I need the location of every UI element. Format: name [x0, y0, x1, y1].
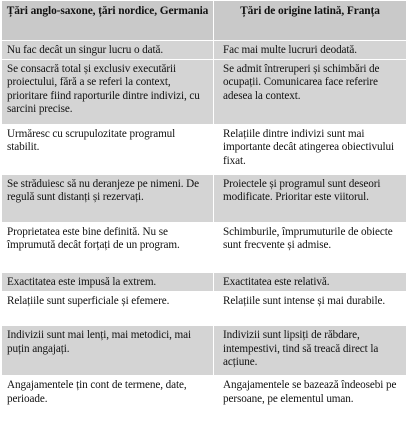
table-row: [2, 292, 407, 326]
cell-latin: Proiectele și programul sunt deseori modificate. Prioritar este viitorul.: [214, 175, 407, 223]
cell-anglo-saxon: Exactitatea este impusă la extrem.: [2, 273, 214, 292]
table-row: [2, 41, 407, 60]
table-row: [2, 326, 407, 376]
cell-latin: Angajamentele se bazează îndeosebi pe persoane, pe elementul uman.: [214, 376, 407, 431]
comparison-table: [1, 0, 407, 431]
cell-anglo-saxon: Indivizii sunt mai lenți, mai metodici, mai puțin angajați.: [2, 326, 214, 376]
cell-anglo-saxon: Proprietatea este bine definită. Nu se împrumută decât forțați de un program.: [2, 223, 214, 273]
cell-anglo-saxon: Relațiile sunt superficiale și efemere.: [2, 292, 214, 326]
table-row: [2, 376, 407, 431]
cell-latin: Schimburile, împrumuturile de obiecte sunt frecvente și admise.: [214, 223, 407, 273]
table-row: [2, 175, 407, 223]
cell-anglo-saxon: Se consacră total și exclusiv executării proiectului, fără a se referi la context, prioritare fiind raporturile dintre indivizi, cu sarcini precise.: [2, 60, 214, 125]
cell-anglo-saxon: Angajamentele țin cont de termene, date, perioade.: [2, 376, 214, 431]
header-latin: Țări de origine latină, Franța: [214, 1, 407, 41]
table-row: [2, 223, 407, 273]
cell-latin: Indivizii sunt lipsiți de răbdare, intempestivi, tind să treacă direct la acțiune.: [214, 326, 407, 376]
cell-anglo-saxon: Se străduiesc să nu deranjeze pe nimeni. De regulă sunt distanți și rezervați.: [2, 175, 214, 223]
cell-anglo-saxon: Nu fac decât un singur lucru o dată.: [2, 41, 214, 60]
table-row: [2, 60, 407, 125]
cell-latin: Fac mai multe lucruri deodată.: [214, 41, 407, 60]
cell-latin: Relațiile sunt intense și mai durabile.: [214, 292, 407, 326]
cell-latin: Se admit întreruperi și schimbări de ocupații. Comunicarea face referire adesea la context.: [214, 60, 407, 125]
header-anglo-saxon: Țări anglo-saxone, țări nordice, Germania: [2, 1, 214, 41]
table-row: [2, 125, 407, 175]
table-row: [2, 273, 407, 292]
header-row: [2, 1, 407, 41]
cell-latin: Relațiile dintre indivizi sunt mai importante decât atingerea obiectivului fixat.: [214, 125, 407, 175]
cell-anglo-saxon: Urmăresc cu scrupulozitate programul stabilit.: [2, 125, 214, 175]
cell-latin: Exactitatea este relativă.: [214, 273, 407, 292]
